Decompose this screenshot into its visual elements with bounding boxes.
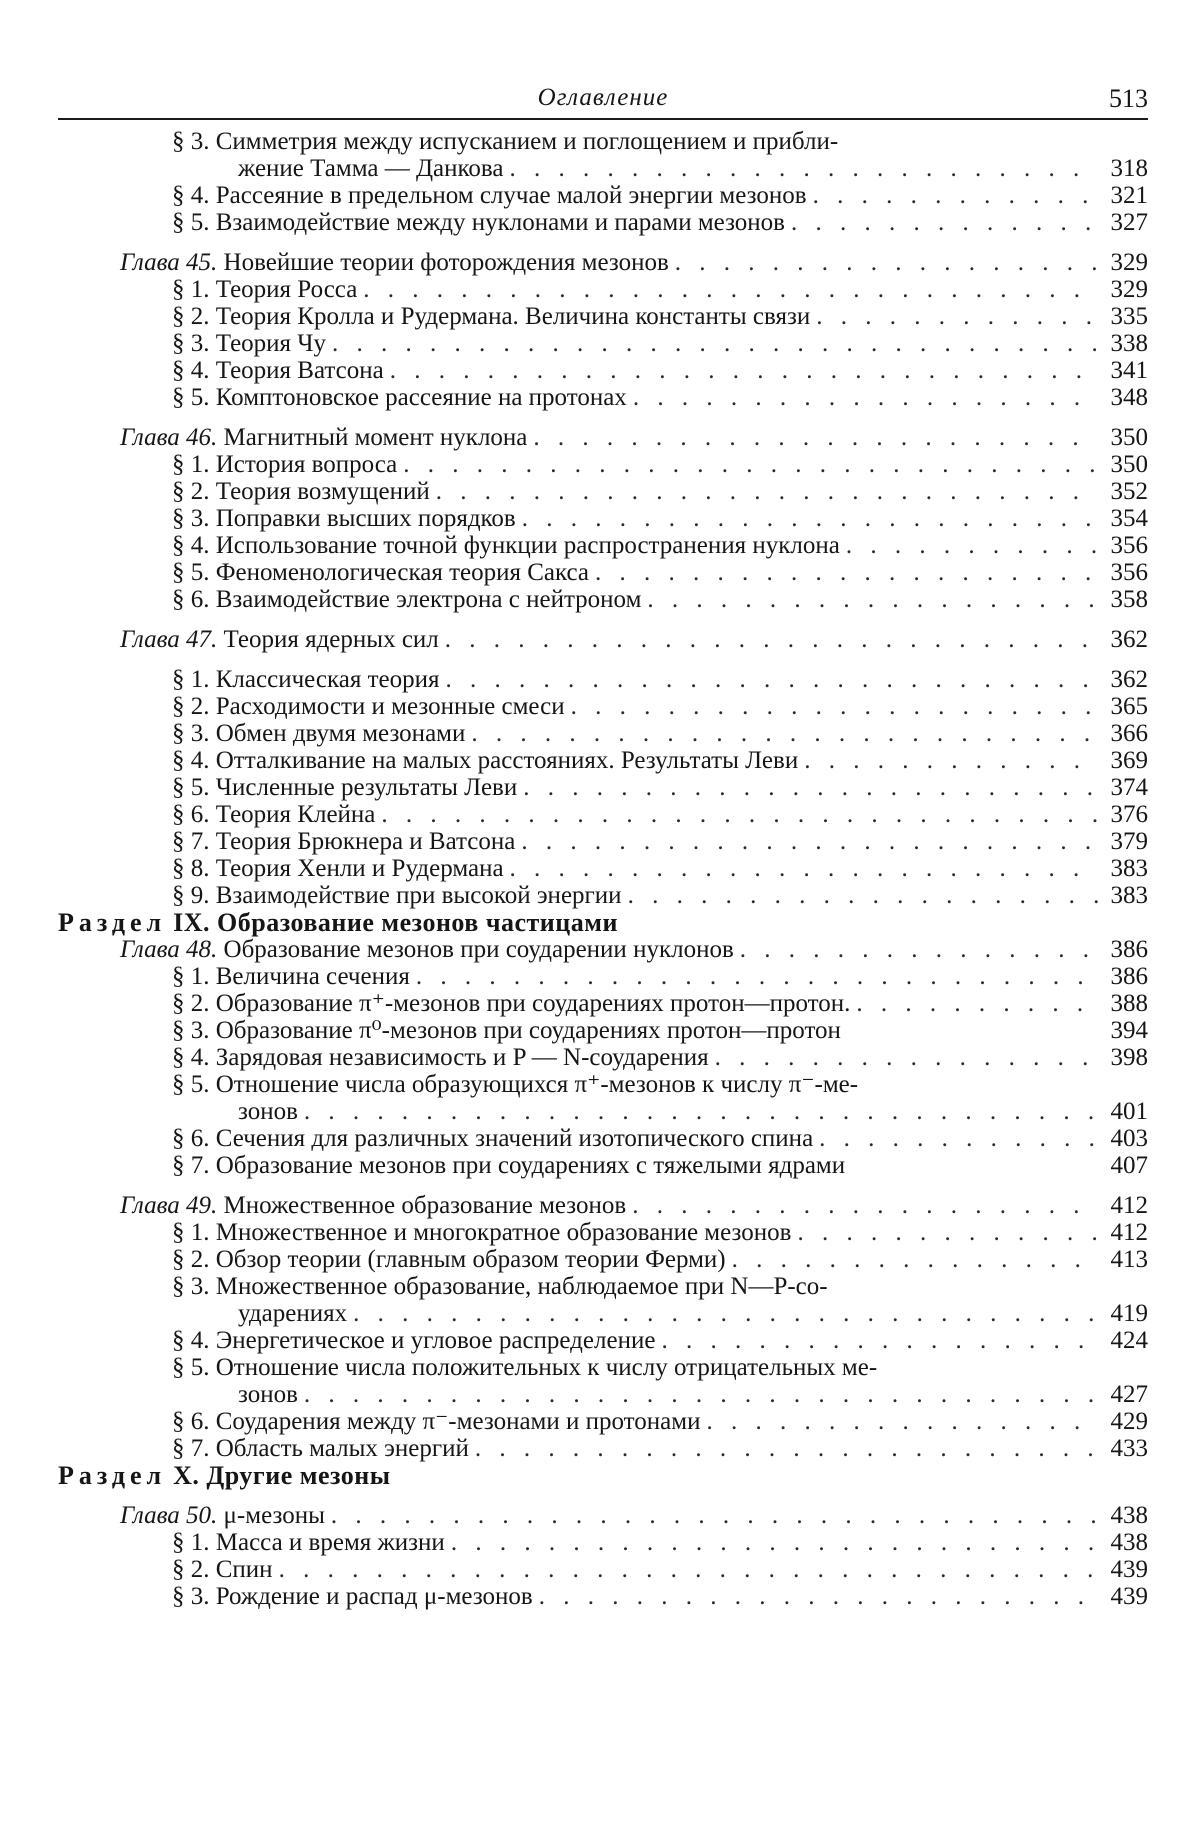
page-number: 438 [1110, 1502, 1148, 1529]
entry-text: § 5. Численные результаты Леви [172, 774, 518, 801]
toc-section-entry [58, 855, 1148, 882]
page-number: 439 [1110, 1583, 1148, 1610]
dot-leader [633, 384, 1098, 411]
page-number: 327 [1110, 209, 1148, 236]
toc-section-entry [58, 1435, 1148, 1462]
dot-leader [279, 1556, 1098, 1583]
page-number: 412 [1110, 1192, 1148, 1219]
page-number: 366 [1110, 720, 1148, 747]
page-number: 358 [1110, 586, 1148, 613]
page-number: 376 [1110, 801, 1148, 828]
toc-chapter-entry [58, 626, 1148, 653]
entry-text: § 3. Образование π⁰-мезонов при соударениях протон—протон [172, 1017, 841, 1044]
entry-text: жение Тамма — Данкова [238, 155, 504, 182]
toc-section-continuation [58, 1381, 1148, 1408]
page-number: 413 [1110, 1246, 1148, 1273]
page-number: 429 [1110, 1408, 1148, 1435]
toc-section-entry [58, 1125, 1148, 1152]
dot-leader [332, 330, 1098, 357]
dot-leader [533, 424, 1098, 451]
toc-section-entry [58, 1044, 1148, 1071]
toc-gap [58, 653, 1148, 666]
dot-leader [353, 1300, 1098, 1327]
entry-text: § 6. Сечения для различных значений изотопического спина [172, 1125, 814, 1152]
entry-text: § 3. Рождение и распад μ-мезонов [172, 1583, 533, 1610]
chapter-label: Глава 48. [120, 936, 218, 963]
page-number: 438 [1110, 1529, 1148, 1556]
toc-section-entry [58, 1583, 1148, 1610]
chapter-label: Глава 49. [120, 1192, 218, 1219]
entry-text: § 6. Взаимодействие электрона с нейтроном [172, 586, 642, 613]
dot-leader [451, 1529, 1098, 1556]
chapter-title: Множественное образование мезонов [223, 1192, 627, 1219]
toc-section-entry [58, 1556, 1148, 1583]
entry-text: § 3. Теория Чу [172, 330, 327, 357]
page-number: 356 [1110, 559, 1148, 586]
entry-text: § 2. Обзор теории (главным образом теории Ферми) [172, 1246, 726, 1273]
dot-leader [304, 1098, 1098, 1125]
toc-section-entry [58, 478, 1148, 505]
dot-leader [522, 505, 1098, 532]
toc-section-entry [58, 1273, 1148, 1300]
page-number: 365 [1110, 693, 1148, 720]
toc-section-continuation [58, 155, 1148, 182]
entry-text: ударениях [238, 1300, 348, 1327]
toc-gap [58, 1179, 1148, 1192]
chapter-label: Глава 46. [120, 424, 218, 451]
toc-section-entry [58, 801, 1148, 828]
page-number: 354 [1110, 505, 1148, 532]
page-number: 383 [1110, 855, 1148, 882]
dot-leader [510, 855, 1098, 882]
entry-text: § 4. Отталкивание на малых расстояниях. Результаты Леви [172, 747, 799, 774]
entry-text: § 4. Зарядовая независимость и P — N-соударения [172, 1044, 709, 1071]
dot-leader [521, 828, 1098, 855]
toc-section-entry [58, 1152, 1148, 1179]
chapter-title: Магнитный момент нуклона [223, 424, 528, 451]
dot-leader [675, 249, 1098, 276]
header-title: Оглавление [537, 84, 669, 111]
dot-leader [416, 963, 1098, 990]
page-number: 329 [1110, 276, 1148, 303]
page-number: 341 [1110, 357, 1148, 384]
running-header [58, 84, 1148, 114]
toc-chapter-entry [58, 1192, 1148, 1219]
page-number: 329 [1110, 249, 1148, 276]
page-number: 403 [1110, 1125, 1148, 1152]
entry-text: § 1. Множественное и многократное образование мезонов [172, 1219, 792, 1246]
entry-text: § 5. Отношение числа образующихся π⁺-мезонов к числу π⁻-ме- [172, 1071, 859, 1098]
part-title: IX. Образование мезонов частицами [173, 908, 618, 937]
dot-leader [331, 1502, 1098, 1529]
entry-text: § 5. Феноменологическая теория Сакса [172, 559, 590, 586]
entry-text: § 2. Теория возмущений [172, 478, 430, 505]
dot-leader [740, 936, 1098, 963]
page-number: 369 [1110, 747, 1148, 774]
entry-text: зонов [238, 1098, 298, 1125]
dot-leader [304, 1381, 1098, 1408]
toc-section-entry [58, 747, 1148, 774]
toc-gap [58, 236, 1148, 249]
toc-section-entry [58, 182, 1148, 209]
toc-section-entry [58, 693, 1148, 720]
dot-leader [381, 801, 1098, 828]
dot-leader [403, 451, 1098, 478]
page-number: 398 [1110, 1044, 1148, 1071]
dot-leader [791, 209, 1098, 236]
toc-section-entry [58, 357, 1148, 384]
page-number: 419 [1110, 1300, 1148, 1327]
entry-text: § 3. Множественное образование, наблюдаемое при N—P-со- [172, 1273, 828, 1300]
entry-text: § 6. Теория Клейна [172, 801, 376, 828]
dot-leader [539, 1583, 1098, 1610]
header-page-number: 513 [1109, 84, 1148, 113]
dot-leader [632, 1192, 1098, 1219]
chapter-label: Глава 47. [120, 626, 218, 653]
chapter-title: Образование мезонов при соударении нуклонов [223, 936, 734, 963]
dot-leader [715, 1044, 1098, 1071]
page-number: 401 [1110, 1098, 1148, 1125]
toc-section-entry [58, 828, 1148, 855]
dot-leader [661, 1327, 1098, 1354]
dot-leader [706, 1408, 1098, 1435]
entry-text: § 3. Обмен двумя мезонами [172, 720, 466, 747]
dot-leader [856, 990, 1098, 1017]
entry-text: зонов [238, 1381, 298, 1408]
toc-section-entry [58, 532, 1148, 559]
dot-leader [509, 155, 1098, 182]
entry-text: § 1. Классическая теория [172, 666, 440, 693]
toc-section-entry [58, 990, 1148, 1017]
toc-section-entry [58, 559, 1148, 586]
toc-section-entry [58, 666, 1148, 693]
toc-chapter-entry [58, 1502, 1148, 1529]
entry-text: § 2. Расходимости и мезонные смеси [172, 693, 565, 720]
toc-section-continuation [58, 1300, 1148, 1327]
toc-section-entry [58, 1071, 1148, 1098]
page-number: 321 [1110, 182, 1148, 209]
dot-leader [475, 1435, 1098, 1462]
header-rule [58, 118, 1148, 120]
chapter-title: Новейшие теории фоторождения мезонов [223, 249, 669, 276]
toc-section-entry [58, 451, 1148, 478]
page-number: 427 [1110, 1381, 1148, 1408]
entry-text: § 1. Величина сечения [172, 963, 410, 990]
toc-section-entry [58, 276, 1148, 303]
toc-section-entry [58, 882, 1148, 909]
dot-leader [819, 1125, 1098, 1152]
dot-leader [804, 747, 1098, 774]
dot-leader [436, 478, 1098, 505]
page-number: 386 [1110, 936, 1148, 963]
entry-text: § 4. Рассеяние в предельном случае малой энергии мезонов [172, 182, 807, 209]
toc-section-entry [58, 1354, 1148, 1381]
chapter-label: Глава 45. [120, 249, 218, 276]
toc-section-entry [58, 1246, 1148, 1273]
toc-section-entry [58, 1408, 1148, 1435]
dot-leader [523, 774, 1098, 801]
page-number: 394 [1110, 1017, 1148, 1044]
entry-text: § 7. Образование мезонов при соударениях с тяжелыми ядрами [172, 1152, 846, 1179]
page-number: 350 [1110, 424, 1148, 451]
toc-section-entry [58, 330, 1148, 357]
toc-section-entry [58, 963, 1148, 990]
toc-part-heading [58, 1462, 1148, 1489]
page-number: 356 [1110, 532, 1148, 559]
page-number: 374 [1110, 774, 1148, 801]
toc-section-entry [58, 505, 1148, 532]
entry-text: § 3. Поправки высших порядков [172, 505, 516, 532]
page-number: 352 [1110, 478, 1148, 505]
entry-text: § 3. Симметрия между испусканием и поглощением и прибли- [172, 128, 839, 155]
entry-text: § 1. Масса и время жизни [172, 1529, 445, 1556]
toc-section-entry [58, 1327, 1148, 1354]
page-number: 350 [1110, 451, 1148, 478]
part-label: Раздел [58, 1461, 167, 1490]
page-number: 386 [1110, 963, 1148, 990]
toc-section-entry [58, 774, 1148, 801]
dot-leader [471, 720, 1098, 747]
toc-section-entry [58, 128, 1148, 155]
page-number: 379 [1110, 828, 1148, 855]
entry-text: § 7. Теория Брюкнера и Ватсона [172, 828, 516, 855]
entry-text: § 9. Взаимодействие при высокой энергии [172, 882, 622, 909]
entry-text: § 5. Взаимодействие между нуклонами и парами мезонов [172, 209, 785, 236]
toc-gap [58, 1489, 1148, 1502]
dot-leader [797, 1219, 1098, 1246]
page-number: 338 [1110, 330, 1148, 357]
dot-leader [445, 626, 1098, 653]
dot-leader [732, 1246, 1098, 1273]
entry-text: § 4. Теория Ватсона [172, 357, 384, 384]
toc-section-entry [58, 586, 1148, 613]
page-number: 383 [1110, 882, 1148, 909]
toc-part-heading [58, 909, 1148, 936]
dot-leader [647, 586, 1098, 613]
entry-text: § 1. Теория Росса [172, 276, 358, 303]
page-number: 439 [1110, 1556, 1148, 1583]
part-title: X. Другие мезоны [173, 1461, 391, 1490]
table-of-contents [58, 128, 1148, 1610]
dot-leader [816, 303, 1098, 330]
dot-leader [628, 882, 1098, 909]
dot-leader [445, 666, 1098, 693]
toc-chapter-entry [58, 249, 1148, 276]
page-number: 348 [1110, 384, 1148, 411]
page-number: 362 [1110, 626, 1148, 653]
dot-leader [595, 559, 1098, 586]
entry-text: § 8. Теория Хенли и Рудермана [172, 855, 504, 882]
dot-leader [571, 693, 1098, 720]
dot-leader [390, 357, 1098, 384]
entry-text: § 5. Отношение числа положительных к числу отрицательных ме- [172, 1354, 878, 1381]
toc-gap [58, 613, 1148, 626]
entry-text: § 5. Комптоновское рассеяние на протонах [172, 384, 627, 411]
entry-text: § 4. Энергетическое и угловое распределение [172, 1327, 656, 1354]
entry-text: § 2. Спин [172, 1556, 273, 1583]
dot-leader [813, 182, 1098, 209]
toc-gap [58, 411, 1148, 424]
page-number: 335 [1110, 303, 1148, 330]
page-number: 407 [1110, 1152, 1148, 1179]
chapter-title: μ-мезоны [223, 1502, 325, 1529]
toc-chapter-entry [58, 424, 1148, 451]
toc-section-entry [58, 1529, 1148, 1556]
entry-text: § 1. История вопроса [172, 451, 398, 478]
dot-leader [363, 276, 1098, 303]
dot-leader [846, 532, 1098, 559]
toc-section-entry [58, 1219, 1148, 1246]
part-label: Раздел [58, 908, 167, 937]
page-number: 433 [1110, 1435, 1148, 1462]
page-number: 388 [1110, 990, 1148, 1017]
chapter-label: Глава 50. [120, 1502, 218, 1529]
toc-section-entry [58, 1017, 1148, 1044]
toc-chapter-entry [58, 936, 1148, 963]
page-number: 412 [1110, 1219, 1148, 1246]
page-number: 424 [1110, 1327, 1148, 1354]
toc-section-entry [58, 384, 1148, 411]
entry-text: § 4. Использование точной функции распространения нуклона [172, 532, 840, 559]
chapter-title: Теория ядерных сил [223, 626, 439, 653]
entry-text: § 2. Теория Кролла и Рудермана. Величина константы связи [172, 303, 811, 330]
toc-section-continuation [58, 1098, 1148, 1125]
toc-section-entry [58, 303, 1148, 330]
toc-section-entry [58, 209, 1148, 236]
page-number: 362 [1110, 666, 1148, 693]
toc-section-entry [58, 720, 1148, 747]
entry-text: § 6. Соударения между π⁻-мезонами и протонами [172, 1408, 701, 1435]
entry-text: § 2. Образование π⁺-мезонов при соударениях протон—протон. [172, 990, 851, 1017]
page-number: 318 [1110, 155, 1148, 182]
entry-text: § 7. Область малых энергий [172, 1435, 469, 1462]
